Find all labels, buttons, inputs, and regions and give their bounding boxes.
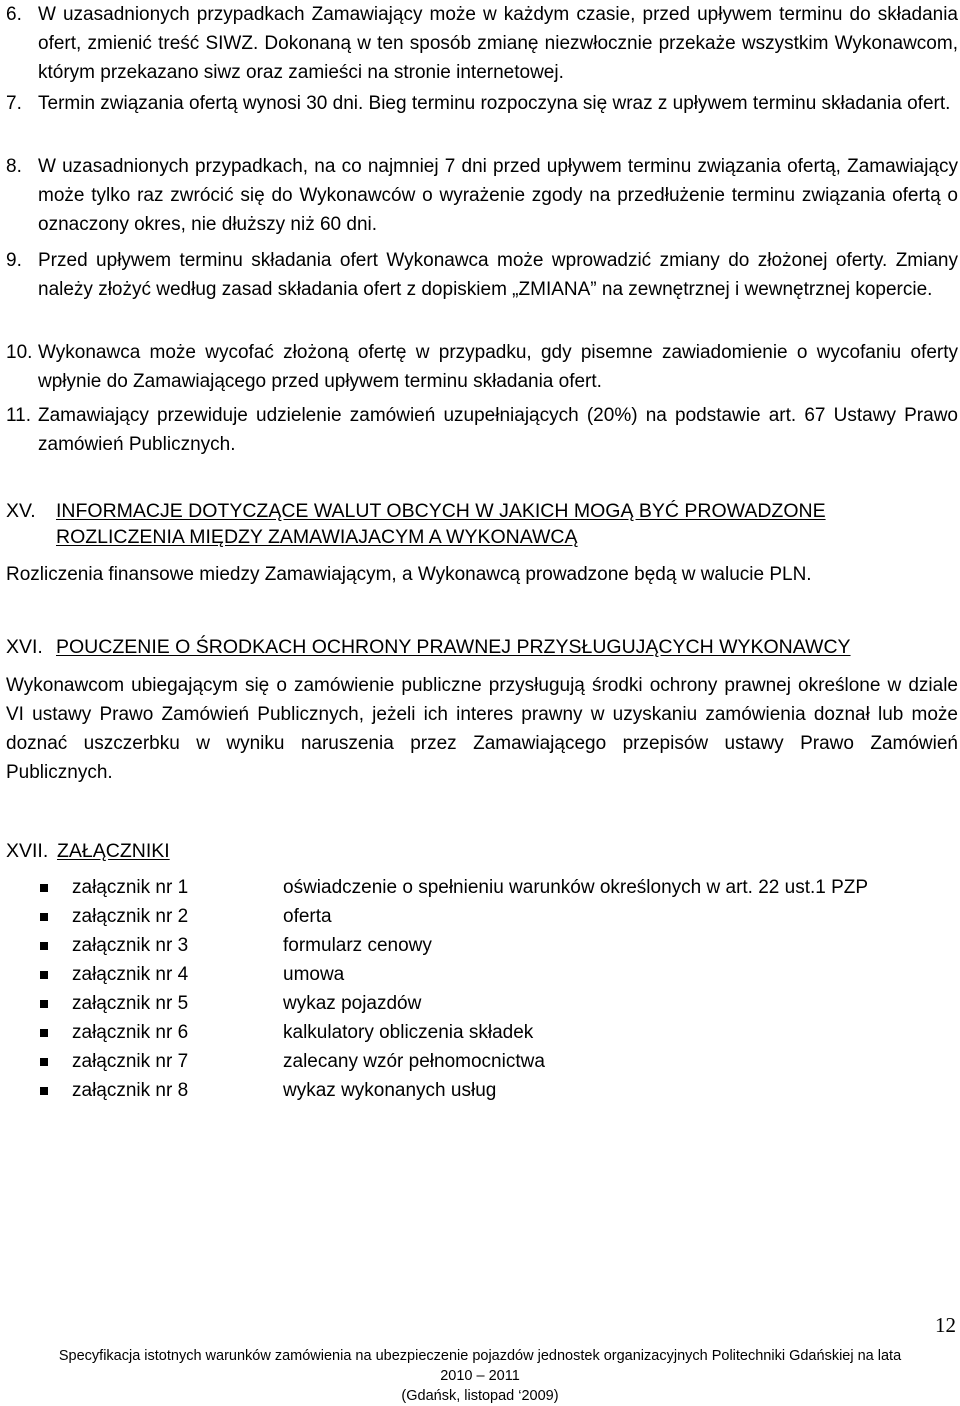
attachment-name: załącznik nr 4 <box>72 964 189 985</box>
item-text: W uzasadnionych przypadkach Zamawiający może w każdym czasie, przed upływem terminu do składania ofert, zmienić treść SIWZ. Dokonaną w ten sposób zmianę niezwłocznie przekaże wszystkim Wykonawcom, którym przekazano siwz oraz zamieści na stronie internetowej. <box>38 4 958 83</box>
attachment-name: załącznik nr 5 <box>72 993 189 1014</box>
item-number: 7. <box>6 93 22 114</box>
item-text: Przed upływem terminu składania ofert Wykonawca może wprowadzić zmiany do złożonej oferty. Zmiany należy złożyć według zasad składania ofert z dopiskiem „ZMIANA” na zewnętrznej i wewnętrznej kopercie. <box>38 250 958 300</box>
page-number: 12 <box>935 1313 956 1337</box>
square-bullet-icon <box>40 884 48 892</box>
attachment-name: załącznik nr 3 <box>72 935 189 956</box>
attachment-item <box>40 1076 958 1105</box>
attachment-item <box>40 1018 958 1047</box>
section-title: POUCZENIE O ŚRODKACH OCHRONY PRAWNEJ PRZYSŁUGUJĄCYCH WYKONAWCY <box>56 636 851 658</box>
attachment-description: formularz cenowy <box>283 935 432 956</box>
page-footer <box>0 1346 960 1406</box>
item-text: Termin związania ofertą wynosi 30 dni. Bieg terminu rozpoczyna się wraz z upływem terminu składania ofert. <box>38 93 951 114</box>
attachment-item <box>40 1047 958 1076</box>
square-bullet-icon <box>40 1058 48 1066</box>
footer-line: (Gdańsk, listopad ‘2009) <box>401 1388 559 1404</box>
item-text: Wykonawca może wycofać złożoną ofertę w przypadku, gdy pisemne zawiadomienie o wycofaniu oferty wpłynie do Zamawiającego przed upływem terminu składania ofert. <box>38 342 958 392</box>
attachment-description: oświadczenie o spełnieniu warunków określonych w art. 22 ust.1 PZP <box>283 877 869 898</box>
list-item-9 <box>6 246 958 304</box>
attachment-description: oferta <box>283 906 332 927</box>
list-item-7 <box>6 89 958 118</box>
attachment-name: załącznik nr 8 <box>72 1080 189 1101</box>
section-number: XVII. <box>6 840 49 862</box>
section-heading-xv <box>6 498 958 550</box>
item-number: 10. <box>6 342 33 363</box>
item-number: 8. <box>6 156 22 177</box>
attachment-name: załącznik nr 2 <box>72 906 189 927</box>
item-text: Zamawiający przewiduje udzielenie zamówień uzupełniających (20%) na podstawie art. 67 Ustawy Prawo zamówień Publicznych. <box>38 405 958 455</box>
section-body-xv: Rozliczenia finansowe miedzy Zamawiającym, a Wykonawcą prowadzone będą w walucie PLN. <box>6 564 812 585</box>
list-item-6 <box>6 0 958 87</box>
attachment-item <box>40 989 958 1018</box>
item-number: 9. <box>6 250 22 271</box>
attachment-description: wykaz wykonanych usług <box>283 1080 497 1101</box>
section-heading-xvii <box>6 838 958 864</box>
attachment-name: załącznik nr 6 <box>72 1022 189 1043</box>
item-text: W uzasadnionych przypadkach, na co najmniej 7 dni przed upływem terminu związania ofertą, Zamawiający może tylko raz zwrócić się do Wykonawców o wyrażenie zgody na przedłużenie terminu związania ofertą o oznaczony okres, nie dłuższy niż 60 dni. <box>38 156 958 235</box>
attachment-description: kalkulatory obliczenia składek <box>283 1022 534 1043</box>
square-bullet-icon <box>40 1029 48 1037</box>
attachment-description: zalecany wzór pełnomocnictwa <box>283 1051 545 1072</box>
section-title: INFORMACJE DOTYCZĄCE WALUT OBCYCH W JAKICH MOGĄ BYĆ PROWADZONE ROZLICZENIA MIĘDZY ZAMAWIAJACYM A WYKONAWCĄ <box>56 500 826 548</box>
square-bullet-icon <box>40 913 48 921</box>
attachment-description: wykaz pojazdów <box>283 993 422 1014</box>
item-number: 6. <box>6 4 22 25</box>
attachment-name: załącznik nr 7 <box>72 1051 189 1072</box>
attachment-item <box>40 931 958 960</box>
list-item-10 <box>6 338 958 396</box>
list-item-8 <box>6 152 958 239</box>
square-bullet-icon <box>40 971 48 979</box>
section-heading-xvi <box>6 634 958 660</box>
footer-line: Specyfikacja istotnych warunków zamówienia na ubezpieczenie pojazdów jednostek organizacyjnych Politechniki Gdańskiej na lata <box>58 1348 902 1364</box>
attachment-item <box>40 960 958 989</box>
footer-line: 2010 – 2011 <box>440 1368 520 1384</box>
attachment-item <box>40 902 958 931</box>
item-number: 11. <box>6 405 32 426</box>
section-number: XV. <box>6 500 36 522</box>
attachment-item <box>40 873 958 902</box>
attachment-name: załącznik nr 1 <box>72 877 189 898</box>
section-body-xvi: Wykonawcom ubiegającym się o zamówienie publiczne przysługują środki ochrony prawnej określone w dziale VI ustawy Prawo Zamówień Publicznych, jeżeli ich interes prawny w uzyskaniu zamówienia doznał lub może doznać uszczerbku w wyniku naruszenia przez Zamawiającego przepisów ustawy Prawo Zamówień Publicznych. <box>6 675 958 783</box>
square-bullet-icon <box>40 1087 48 1095</box>
attachment-description: umowa <box>283 964 345 985</box>
square-bullet-icon <box>40 1000 48 1008</box>
section-number: XVI. <box>6 636 43 658</box>
square-bullet-icon <box>40 942 48 950</box>
section-title: ZAŁĄCZNIKI <box>57 840 170 862</box>
list-item-11 <box>6 401 958 459</box>
